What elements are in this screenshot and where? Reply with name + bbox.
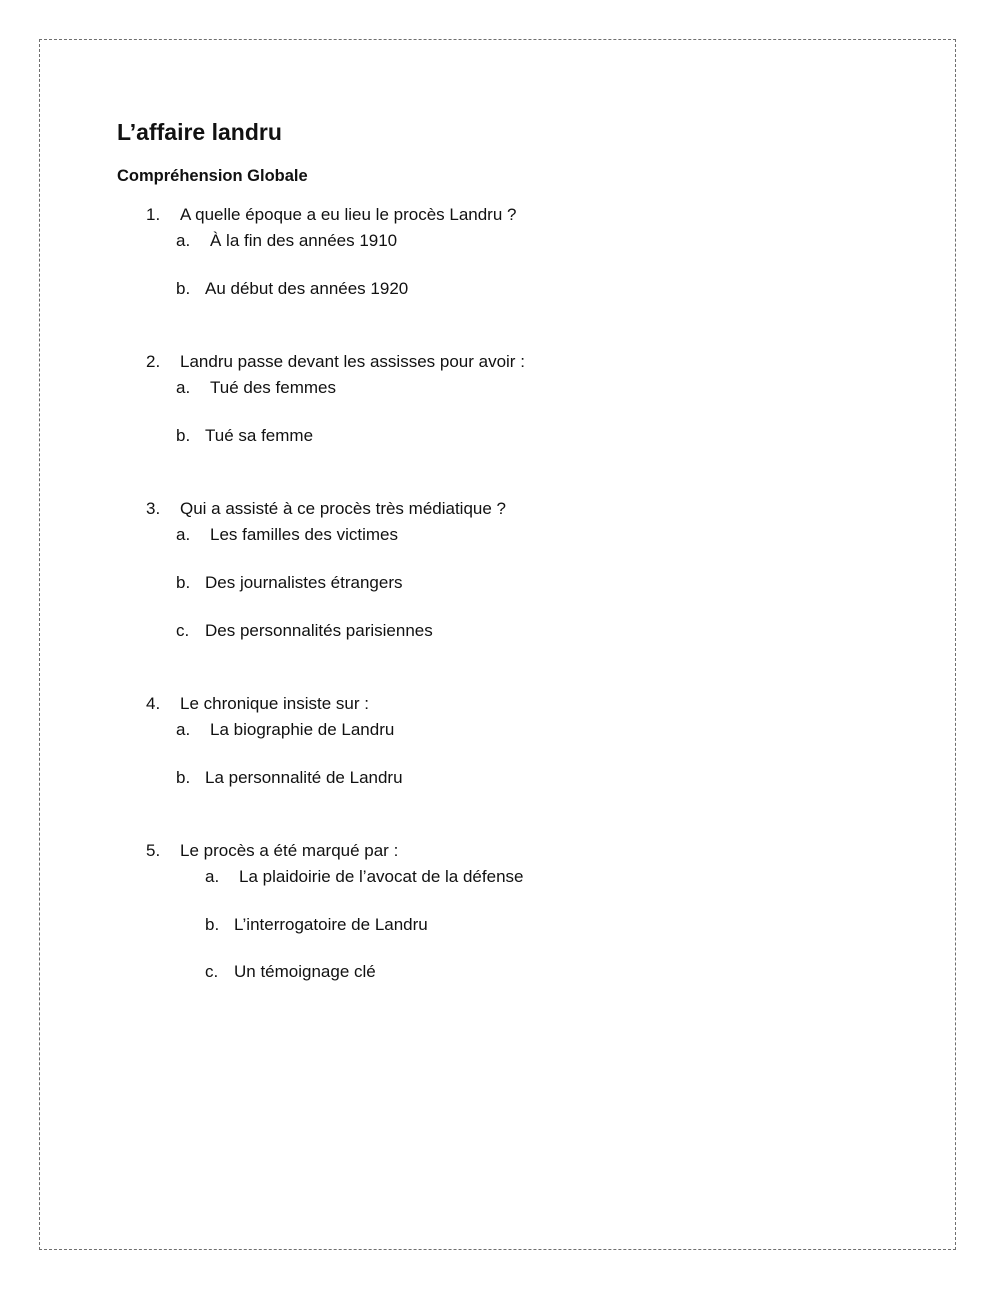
option-text: La plaidoirie de l’avocat de la défense	[239, 867, 524, 886]
option-letter: b.	[176, 573, 191, 592]
option-letter: b.	[176, 426, 191, 445]
question-text: Qui a assisté à ce procès très médiatique ?	[180, 499, 506, 518]
question-number: 5.	[146, 841, 161, 860]
question-text: Le chronique insiste sur :	[180, 694, 369, 713]
section-title: Compréhension Globale	[117, 167, 308, 185]
option-text: La personnalité de Landru	[205, 768, 403, 787]
option-letter: a.	[205, 867, 220, 886]
option-text: Tué des femmes	[210, 378, 336, 397]
option-text: Les familles des victimes	[210, 525, 399, 544]
option-text: Tué sa femme	[205, 426, 314, 445]
question-number: 3.	[146, 499, 161, 518]
option-text: Des journalistes étrangers	[205, 573, 403, 592]
question-number: 2.	[146, 352, 161, 371]
question-number: 4.	[146, 694, 161, 713]
option-letter: a.	[176, 720, 191, 739]
option-text: La biographie de Landru	[210, 720, 395, 739]
question-text: Landru passe devant les assisses pour avoir :	[180, 352, 525, 371]
question-text: Le procès a été marqué par :	[180, 841, 399, 860]
option-text: À la fin des années 1910	[210, 231, 398, 250]
option-letter: b.	[205, 915, 220, 934]
option-text: Des personnalités parisiennes	[205, 621, 433, 640]
option-letter: a.	[176, 525, 191, 544]
option-text: Un témoignage clé	[234, 962, 376, 981]
option-text: Au début des années 1920	[205, 279, 409, 298]
option-letter: a.	[176, 231, 191, 250]
question-number: 1.	[146, 205, 161, 224]
question-text: A quelle époque a eu lieu le procès Landru ?	[180, 205, 517, 224]
option-letter: c.	[205, 962, 219, 981]
option-letter: b.	[176, 279, 191, 298]
option-letter: a.	[176, 378, 191, 397]
document-title: L’affaire landru	[117, 119, 282, 145]
option-text: L’interrogatoire de Landru	[234, 915, 428, 934]
option-letter: b.	[176, 768, 191, 787]
option-letter: c.	[176, 621, 190, 640]
